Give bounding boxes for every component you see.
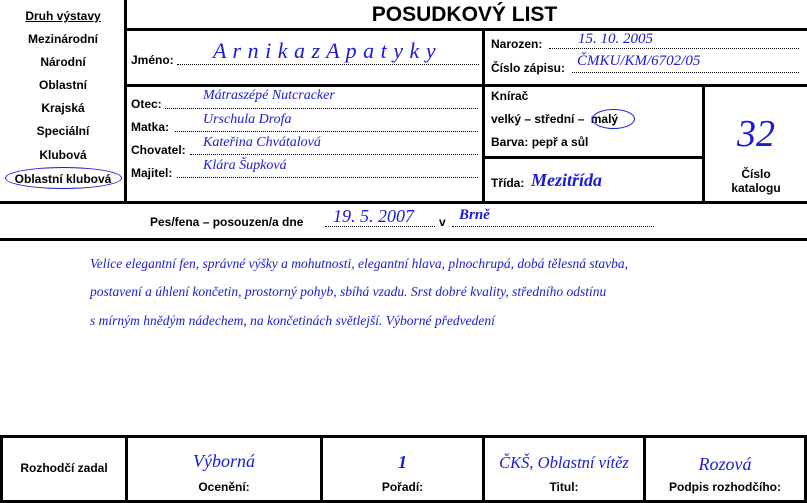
mother-dotted-line [175,131,478,132]
top-block-bottom-rule [0,201,807,204]
born-label: Narozen: [491,37,543,51]
breeder-value[interactable]: Kateřina Chvátalová [203,135,321,150]
name-value[interactable]: A r n i k a z A p a t y k y [213,38,437,63]
class-value[interactable]: Mezitřída [531,170,603,190]
evaluation-line-1: Velice elegantní fen, správné výšky a mohutnosti, elegantní hlava, plnochrupá, dobá tělesná stavba, [90,256,629,271]
mother-label: Matka: [131,120,170,134]
show-type-international[interactable]: Mezinárodní [27,32,98,46]
father-label: Otec: [131,97,162,111]
father-dotted-line [165,108,478,109]
father-value[interactable]: Mátraszépé Nutcracker [203,88,335,103]
class-label: Třída: [491,176,525,190]
owner-label: Majitel: [131,166,173,180]
breeder-label: Chovatel: [131,143,186,157]
owner-dotted-line [177,177,478,178]
catalog-number[interactable]: 32 [737,113,775,155]
show-type-regional-club[interactable]: Oblastní klubová [14,172,112,186]
name-dotted-line [177,64,479,65]
show-type-national[interactable]: Národní [40,55,86,69]
signature-label: Podpis rozhodčího: [669,480,781,494]
judged-date[interactable]: 19. 5. 2007 [333,206,414,226]
breed-size-selected[interactable]: malý [590,112,619,126]
judged-place-dotted-line [452,226,654,227]
breed-class-separator [485,156,702,159]
judged-in-label: v [439,215,446,229]
rank-label: Pořadí: [381,480,424,494]
evaluation-line-3: s mírným hnědým nádechem, na končetinách světlejší. Výborné předvedení [90,313,495,328]
rating-label: Ocenění: [198,480,250,494]
owner-value[interactable]: Klára Šupková [203,158,287,173]
signature-value[interactable]: Rozová [698,454,752,474]
registry-label: Číslo zápisu: [491,61,566,75]
show-type-county[interactable]: Krajská [41,101,85,115]
registry-dotted-line [572,72,799,73]
title-label: Titul: [549,480,579,494]
title-value[interactable]: ČKŠ, Oblastní vítěz [499,453,629,472]
evaluation-line-2: postavení a úhlení končetin, prostorný pohyb, sbíhá vzadu. Srst dobré kvality, středního odstínu [90,284,607,299]
catalog-label-line1: Číslo [741,167,771,181]
registry-value[interactable]: ČMKU/KM/6702/05 [577,53,701,69]
judged-place[interactable]: Brně [459,207,490,223]
header-title-underline [124,28,807,31]
show-type-regional[interactable]: Oblastní [38,78,87,92]
born-dotted-line [549,48,799,49]
show-type-selected-circle [5,167,122,189]
mother-value[interactable]: Urschula Drofa [203,112,292,127]
breed-title: Knírač [491,89,529,103]
show-type-special[interactable]: Speciální [36,124,90,138]
breed-sizes-options: velký – střední – [491,112,585,126]
breeder-dotted-line [190,154,478,155]
judge-label: Rozhodčí zadal [20,461,108,475]
show-type-club[interactable]: Klubová [39,148,87,162]
footer-top-rule [0,435,807,438]
breed-box-left-rule [482,31,485,204]
catalog-label-line2: katalogu [731,181,781,195]
judged-line-bottom-rule [0,238,807,241]
name-label: Jméno: [131,53,174,67]
breed-size-selected-circle [592,109,635,129]
rank-value[interactable]: 1 [398,452,407,472]
page-title: POSUDKOVÝ LIST [371,3,558,26]
born-value[interactable]: 15. 10. 2005 [578,31,653,47]
judged-prefix: Pes/fena – posouzen/a dne [150,215,304,229]
show-type-heading: Druh výstavy [25,9,101,23]
breed-color: Barva: pepř a sůl [491,135,589,149]
rating-value[interactable]: Výborná [193,451,255,471]
